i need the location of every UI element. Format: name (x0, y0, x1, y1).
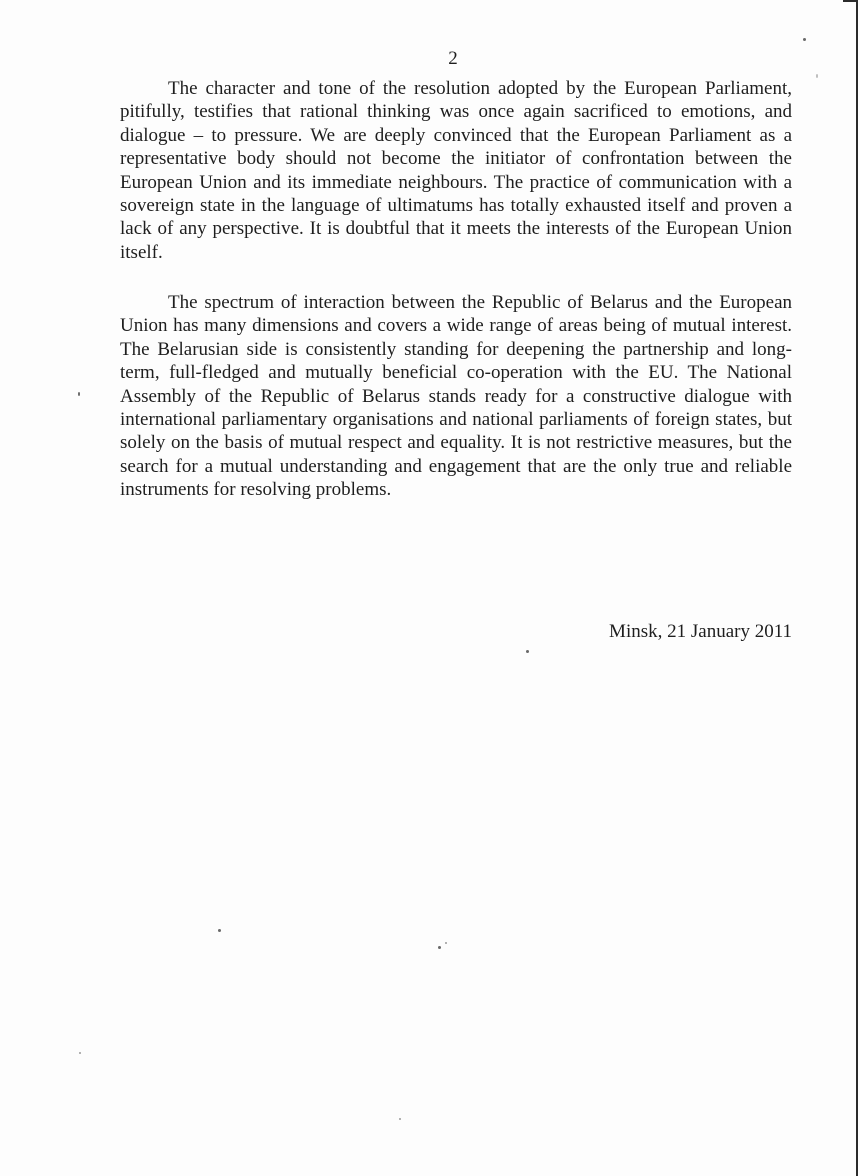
paragraph-resolution-response: The character and tone of the resolution adopted by the European Parliament, pitifully, testifies that rational thinking was once again sacrificed to emotions, and dialogue – to pressure. We are deeply convinced that the European Parliament as a representative body should not become the initiator of confrontation between the European Union and its immediate neighbours. The practice of communication with a sovereign state in the language of ultimatums has totally exhausted itself and proven a lack of any perspective. It is doubtful that it meets the interests of the European Union itself. (120, 78, 792, 263)
scan-speck (79, 1052, 81, 1054)
scan-speck (438, 946, 441, 949)
scan-page-corner (843, 0, 857, 2)
scan-speck (803, 38, 806, 41)
scan-speck (399, 1118, 401, 1120)
scan-page-edge (856, 0, 858, 1176)
scan-speck (816, 74, 818, 78)
scan-speck (78, 392, 80, 396)
scan-speck (526, 650, 529, 653)
scan-speck (218, 929, 221, 932)
paragraph-interaction-spectrum: The spectrum of interaction between the Republic of Belarus and the European Union has many dimensions and covers a wide range of areas being of mutual interest. The Belarusian side is consistently standing for deepening the partnership and long-term, full-fledged and mutually beneficial co-operation with the EU. The National Assembly of the Republic of Belarus stands ready for a constructive dialogue with international parliamentary organisations and national parliaments of foreign states, but solely on the basis of mutual respect and equality. It is not restrictive measures, but the search for a mutual understanding and engagement that are the only true and reliable instruments for resolving problems. (120, 292, 792, 501)
scan-speck (445, 942, 447, 944)
place-and-date: Minsk, 21 January 2011 (609, 621, 792, 642)
page-number: 2 (448, 48, 458, 69)
